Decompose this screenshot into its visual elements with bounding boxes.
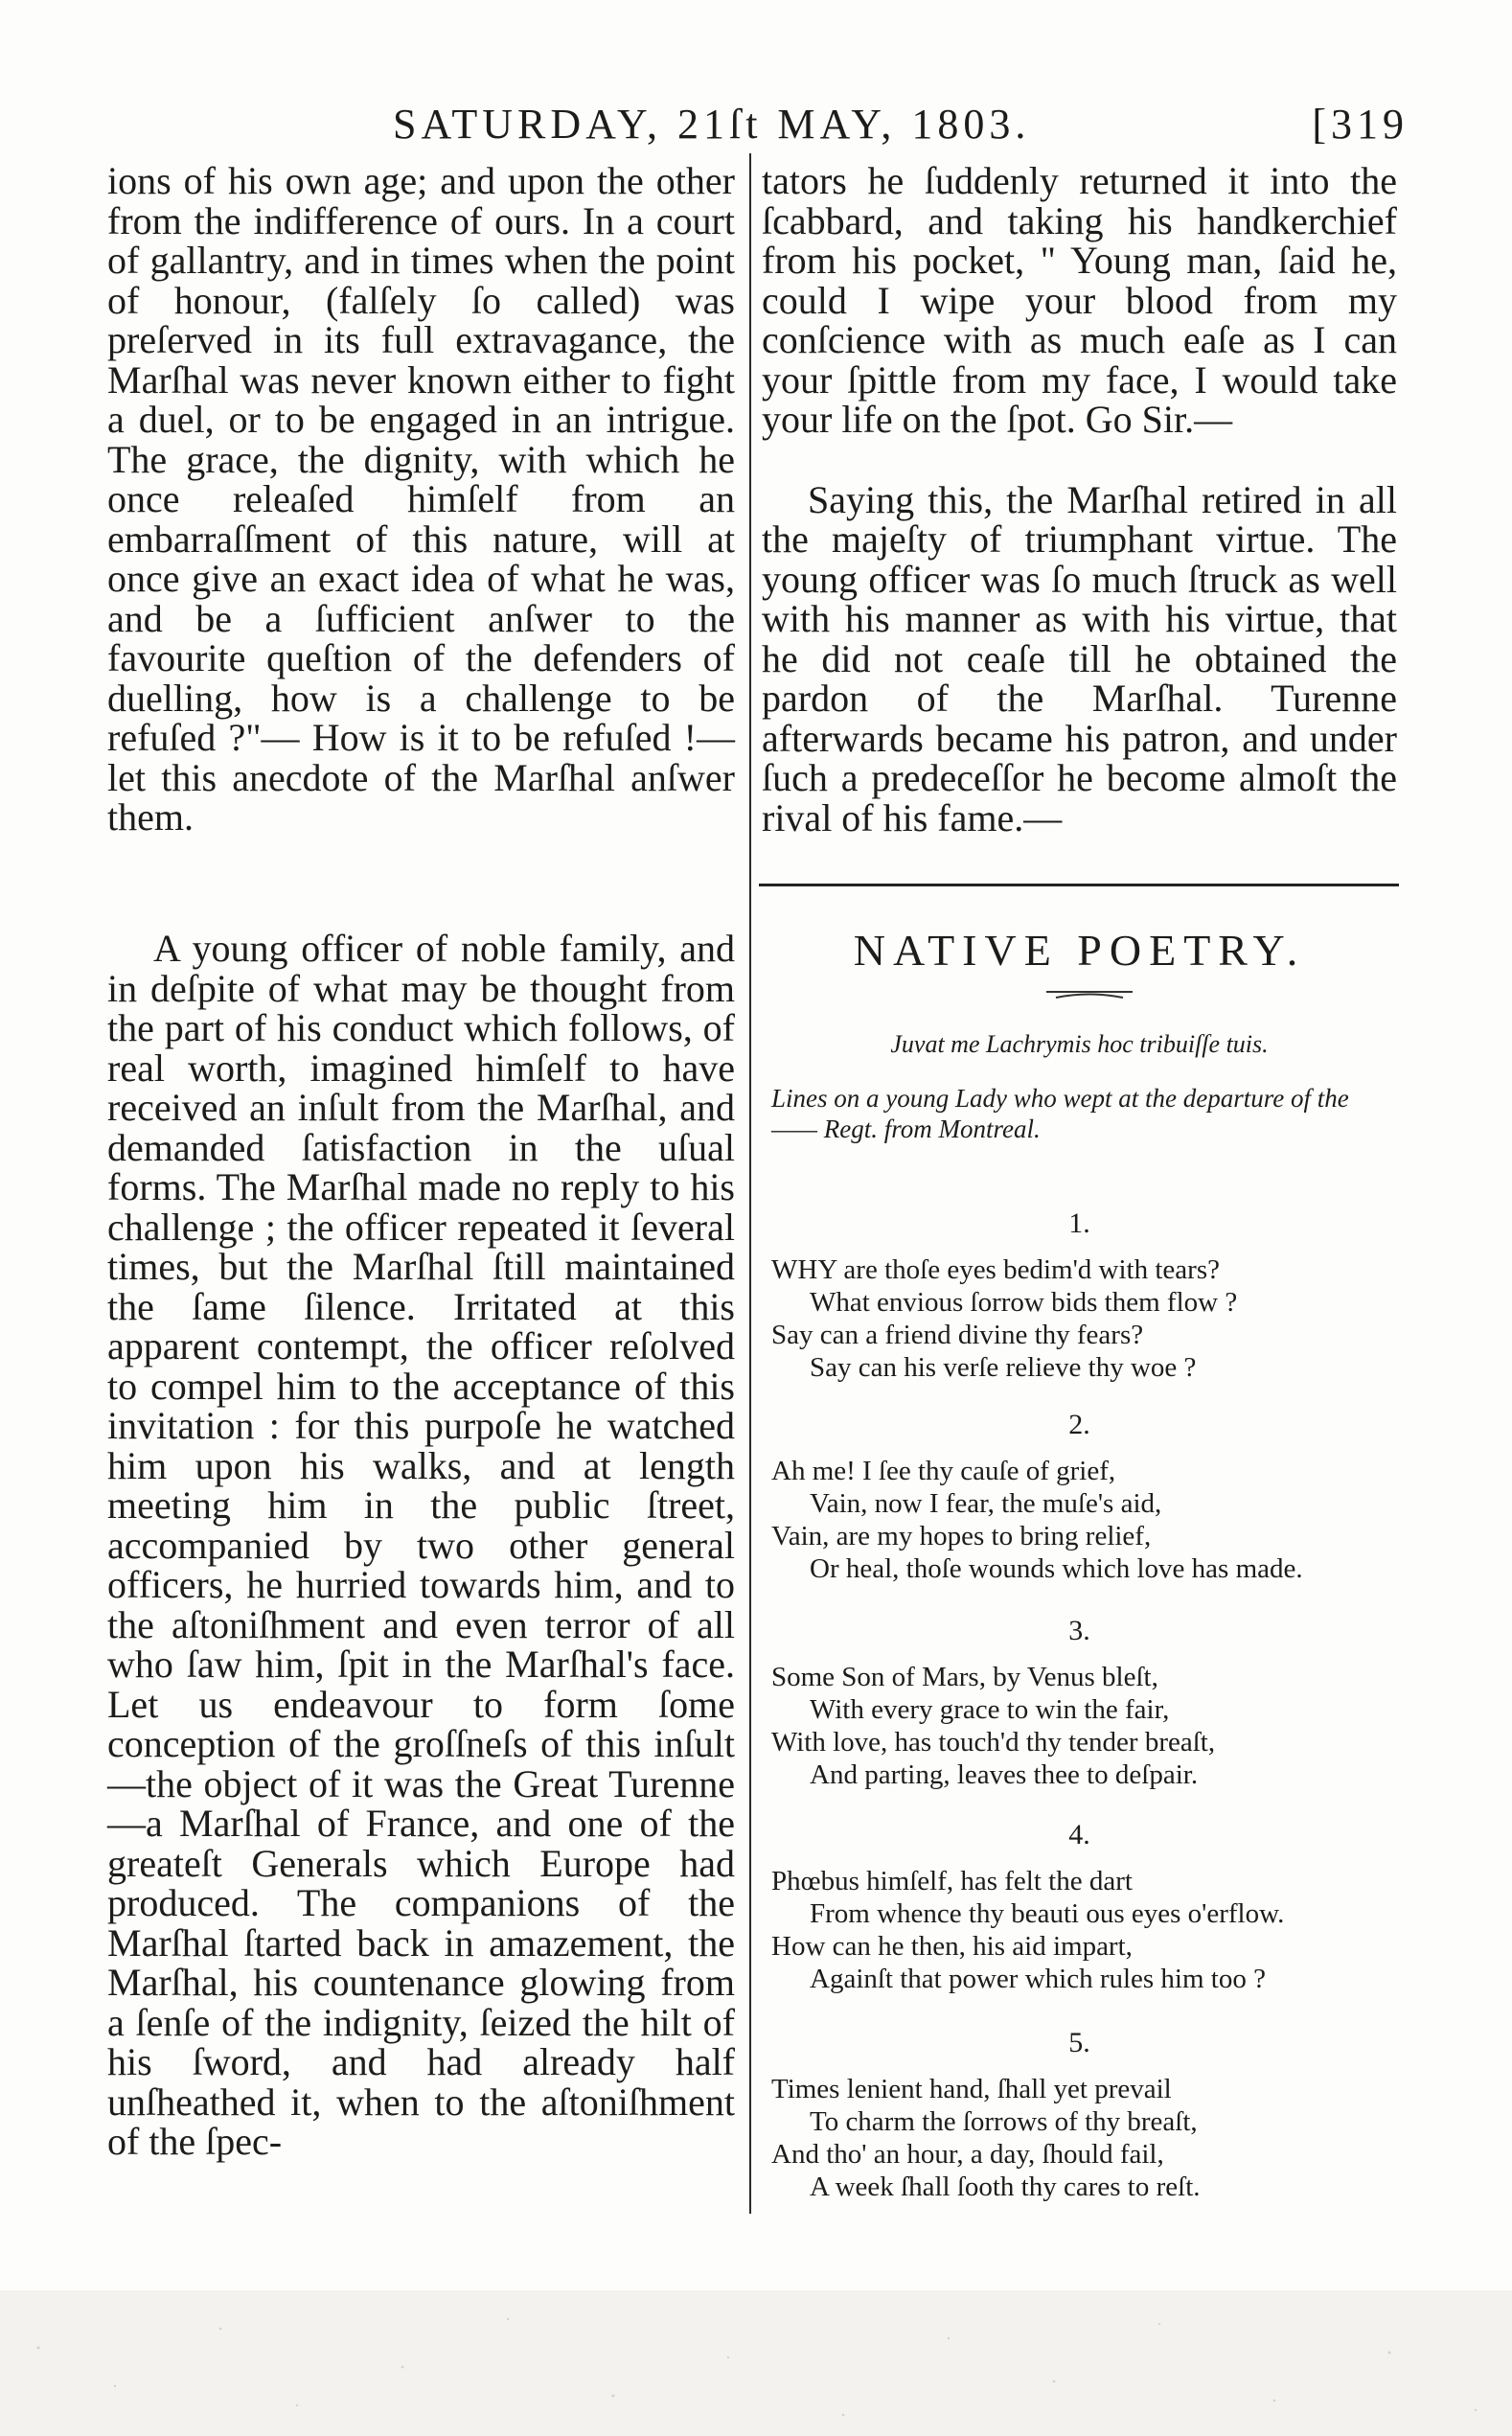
section-rule [759, 884, 1399, 886]
stanza [771, 1661, 1404, 1791]
poem-line: Againſt that power which rules him too ? [810, 1964, 1266, 1994]
stanza [771, 2073, 1404, 2203]
ornament-divider [1046, 989, 1133, 1000]
paragraph: tators he ſuddenly returned it into the ſcabbard, and taking his handkerchief from his pocket, " Young man, ſaid he, could I wipe your blood from my conſcience with as much eaſe as I can your ſpittle from my face, I would take your life on the ſpot. Go Sir.— [762, 159, 1397, 441]
paper-grain [0, 2290, 1512, 2436]
paragraph: A young officer of noble family, and in deſpite of what may be thought from the part of his conduct which follows, of real worth, imagined himſelf to have received an inſult from the Marſhal, and demanded ſatisfaction in the uſual forms. The Marſhal made no reply to his challenge ; the officer repeated it ſeveral times, but the Marſhal ſtill maintained the ſame ſilence. Irritated at this apparent contempt, the officer reſolved to compel him to the acceptance of this invitation : for this purpoſe he watched him upon his walks, and at length meeting him in the public ſtreet, accompanied by two other general officers, he hurried towards him, and to the aſtoniſhment and even terror of all who ſaw him, ſpit in the Marſhal's face. Let us endeavour to form ſome conception of the groſſneſs of this inſult—the object of it was the Great Turenne—a Marſhal of France, and one of the greateſt Generals which Europe had produced. The companions of the Marſhal ſtarted back in amazement, the Marſhal, his countenance glowing from a ſenſe of the indignity, ſeized the hilt of his ſword, and had already half unſheathed it, when to the aſtoniſhment of the ſpec- [107, 927, 735, 2163]
stanza [771, 1253, 1404, 1384]
stanza [771, 1865, 1404, 1995]
paragraph: Saying this, the Marſhal retired in all the majeſty of triumphant virtue. The young officer was ſo much ſtruck as well with his manner as with his virtue, that he did not ceaſe till he obtained the pardon of the Marſhal. Turenne afterwards became his patron, and under ſuch a predeceſſor he become almoſt the rival of his fame.— [762, 477, 1397, 839]
page-number: [319 [1312, 101, 1409, 148]
stanza-number: 1. [1068, 1207, 1090, 1239]
poem-line: Say can a friend divine thy fears? [771, 1320, 1144, 1350]
poem-line: To charm the ſorrows of thy breaſt, [810, 2106, 1198, 2137]
poem-line: Phœbus himſelf, has felt the dart [771, 1866, 1133, 1896]
poem-line: A week ſhall ſooth thy cares to reſt. [810, 2172, 1201, 2202]
poem-line: Vain, now I fear, the muſe's aid, [810, 1488, 1162, 1519]
poem-line: What envious ſorrow bids them flow ? [810, 1287, 1238, 1318]
poem-line: Or heal, thoſe wounds which love has made. [810, 1553, 1303, 1584]
left-column-top [107, 161, 735, 838]
stanza-number: 3. [1068, 1615, 1090, 1646]
column-divider [749, 153, 751, 2214]
poem-line: And tho' an hour, a day, ſhould fail, [771, 2139, 1164, 2170]
poem-subtitle: Lines on a young Lady who wept at the departure of the —— Regt. from Montreal. [771, 1084, 1349, 1143]
poem-line: WHY are thoſe eyes bedim'd with tears? [771, 1254, 1220, 1285]
poem-line: Some Son of Mars, by Venus bleſt, [771, 1662, 1158, 1692]
poem-line: With love, has touch'd thy tender breaſt, [771, 1727, 1216, 1758]
left-column-bottom [107, 929, 735, 2162]
section-title: NATIVE POETRY. [853, 926, 1306, 975]
stanza-number: 5. [1068, 2027, 1090, 2058]
poem-line: How can he then, his aid impart, [771, 1931, 1133, 1962]
poem-line: Ah me! I ſee thy cauſe of grief, [771, 1456, 1116, 1486]
poem-line: From whence thy beauti ous eyes o'erflow. [810, 1898, 1285, 1929]
right-column-top [762, 161, 1397, 838]
stanza-number: 2. [1068, 1409, 1090, 1440]
stanza-number: 4. [1068, 1819, 1090, 1850]
poem-line: Vain, are my hopes to bring relief, [771, 1521, 1152, 1551]
poem-line: Say can his verſe relieve thy woe ? [810, 1352, 1197, 1383]
page-header [393, 92, 1409, 149]
paragraph: ions of his own age; and upon the other from the indifference of ours. In a court of gallantry, and in times when the point of honour, (falſely ſo called) was preſerved in its full extravagance, the Marſhal was never known either to fight a duel, or to be engaged in an intrigue. The grace, the dignity, with which he once releaſed himſelf from an embarraſſment of this nature, will at once give an exact idea of what he was, and be a ſufficient anſwer to the favourite queſtion of the defenders of duelling, how is a challenge to be refuſed ?"— How is it to be refuſed !—let this anecdote of the Marſhal anſwer them. [107, 159, 735, 839]
stanza [771, 1455, 1404, 1585]
poem-line: With every grace to win the fair, [810, 1694, 1170, 1725]
poem-line: Times lenient hand, ſhall yet prevail [771, 2074, 1172, 2104]
poem-epigraph: Juvat me Lachrymis hoc tribuiſſe tuis. [890, 1030, 1269, 1058]
header-date: SATURDAY, 21ſt MAY, 1803. [393, 101, 1031, 148]
poem-line: And parting, leaves thee to deſpair. [810, 1759, 1199, 1790]
